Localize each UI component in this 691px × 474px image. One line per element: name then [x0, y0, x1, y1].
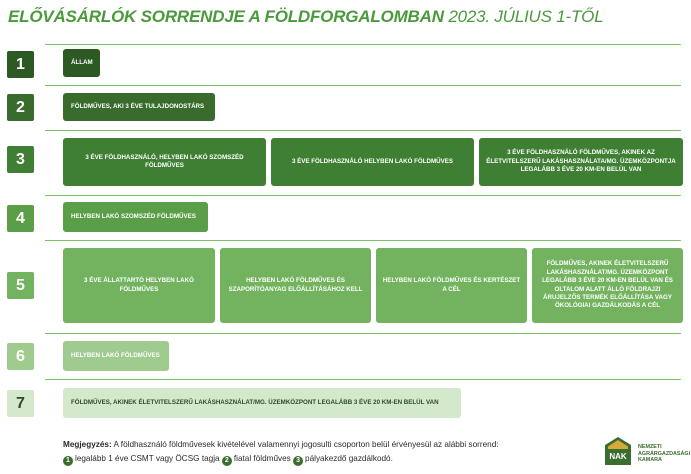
page-title	[8, 7, 603, 27]
rank-7: 7	[7, 390, 34, 417]
row3-box2: 3 ÉVE FÖLDHASZNÁLÓ HELYBEN LAKÓ FÖLDMŰVES	[271, 138, 474, 186]
note-item-1-num: 1	[63, 456, 73, 466]
row3-box3: 3 ÉVE FÖLDHASZNÁLÓ FÖLDMŰVES, AKINEK AZ ÉLETVITELSZERŰ LAKÁSHASZNÁLATA/MG. ÜZEMKÖZPONTJA LEGALÁBB 3 ÉVE 20 KM-EN BELÜL VAN	[479, 138, 683, 186]
nak-logo-icon	[603, 436, 633, 466]
row5-box4: FÖLDMŰVES, AKINEK ÉLETVITELSZERŰ LAKÁSHASZNÁLAT/MG. ÜZEMKÖZPONT LEGALÁBB 3 ÉVE 20 KM-EN BELÜL VAN ÉS OLTALOM ALATT ÁLLÓ FÖLDRAJZI ÁRUJELZŐS TERMÉK ELŐÁLLÍTÁSA VAGY ÖKOLÓGIAI GAZDÁLKODÁS A CÉL	[532, 248, 683, 323]
row6-box1: HELYBEN LAKÓ FÖLDMŰVES	[63, 341, 169, 371]
divider	[45, 240, 681, 241]
logo-line1: NEMZETI	[638, 444, 662, 450]
row5-box3: HELYBEN LAKÓ FÖLDMŰVES ÉS KERTÉSZET A CÉL	[376, 248, 527, 323]
rank-3: 3	[7, 146, 34, 173]
rank-1: 1	[7, 51, 34, 78]
note-label: Megjegyzés:	[63, 440, 112, 449]
note-item-2-num: 2	[222, 456, 232, 466]
note-line1	[63, 438, 499, 452]
title-date: 2023. JÚLIUS 1-TŐL	[448, 7, 604, 26]
note-item-3-num: 3	[293, 456, 303, 466]
row2-box1: FÖLDMŰVES, AKI 3 ÉVE TULAJDONOSTÁRS	[63, 93, 215, 121]
divider	[45, 130, 681, 131]
rank-6: 6	[7, 343, 34, 370]
note-line2	[63, 452, 499, 466]
row4-box1: HELYBEN LAKÓ SZOMSZÉD FÖLDMŰVES	[63, 202, 208, 232]
note-item-1: legalább 1 éve CSMT vagy ÖCSG tagja	[75, 454, 220, 463]
rank-2: 2	[7, 94, 34, 121]
note	[63, 438, 499, 466]
divider	[45, 44, 681, 45]
rank-5: 5	[7, 272, 34, 299]
logo-badge: NAK	[609, 452, 627, 461]
row7-box1: FÖLDMŰVES, AKINEK ÉLETVITELSZERŰ LAKÁSHASZNÁLAT/MG. ÜZEMKÖZPONT LEGALÁBB 3 ÉVE 20 KM-EN BELÜL VAN	[63, 388, 461, 418]
logo-line2: AGRÁRGAZDASÁGI	[638, 450, 691, 457]
divider	[45, 379, 681, 380]
note-item-2: fiatal földműves	[233, 454, 291, 463]
logo-text	[638, 444, 690, 464]
divider	[45, 333, 681, 334]
divider	[45, 195, 681, 196]
row1-box1: ÁLLAM	[63, 49, 100, 77]
row5-box1: 3 ÉVE ÁLLATTARTÓ HELYBEN LAKÓ FÖLDMŰVES	[63, 248, 215, 323]
note-text: A földhasználó földművesek kivételével valamennyi jogosulti csoporton belül érvényesül az alábbi sorrend:	[113, 440, 499, 449]
title-main: ELŐVÁSÁRLÓK SORRENDJE A FÖLDFORGALOMBAN	[8, 7, 444, 26]
divider	[45, 85, 681, 86]
logo-line3: KAMARA	[638, 457, 662, 463]
row3-box1: 3 ÉVE FÖLDHASZNÁLÓ, HELYBEN LAKÓ SZOMSZÉD FÖLDMŰVES	[63, 138, 266, 186]
row5-box2: HELYBEN LAKÓ FÖLDMŰVES ÉS SZAPORÍTÓANYAG ELŐÁLLÍTÁSÁHOZ KELL	[220, 248, 371, 323]
note-item-3: pályakezdő gazdálkodó.	[305, 454, 393, 463]
rank-4: 4	[7, 205, 34, 232]
